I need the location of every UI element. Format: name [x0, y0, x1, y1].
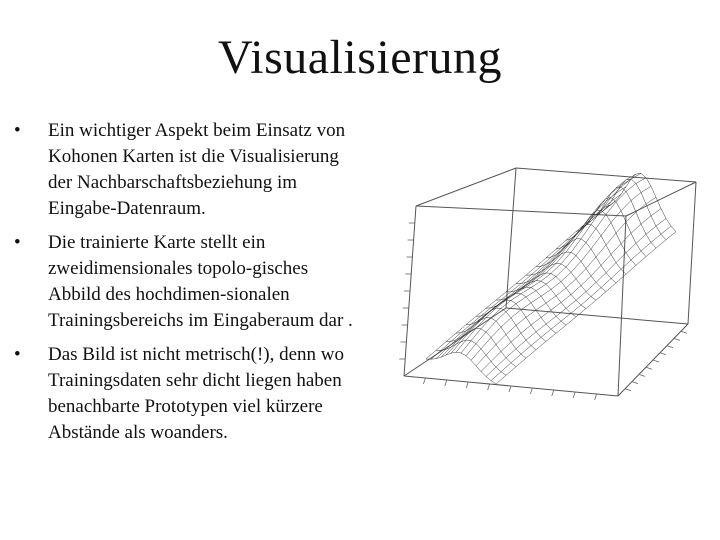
axis-tick [530, 388, 532, 394]
axis-tick [423, 378, 425, 384]
axis-tick [681, 331, 687, 333]
box-edge [506, 308, 688, 324]
plot-box [404, 168, 696, 396]
bullet-item [14, 118, 354, 222]
box-edge [516, 168, 696, 182]
bullet-marker: • [14, 344, 21, 365]
box-edge [506, 168, 516, 308]
bullet-item [14, 342, 354, 446]
mesh-line [496, 232, 676, 384]
axis-tick [632, 382, 638, 384]
axis-tick [639, 374, 645, 376]
axis-tick [488, 384, 490, 390]
axis-tick [625, 389, 631, 391]
axis-tick [509, 386, 511, 392]
mesh-line [456, 174, 636, 352]
mesh-line [596, 179, 666, 240]
slide-title: Visualisierung [217, 31, 503, 84]
surface-mesh [426, 173, 676, 384]
kohonen-map-3d-figure [366, 148, 720, 468]
bullet-text: Das Bild ist nicht metrisch(!), denn wo Trainingsdaten sehr dicht liegen haben benachbarte Prototypen viel kürzere Abstände als woanders. [48, 344, 345, 443]
mesh-line [486, 219, 666, 377]
bullet-text: Die trainierte Karte stellt ein zweidimensionales topolo-gisches Abbild des hochdimen-sionalen Trainingsbereichs im Eingaberaum dar . [48, 232, 353, 331]
axis-tick [595, 394, 597, 400]
box-edge [688, 182, 696, 324]
mesh-line [586, 187, 656, 248]
surface-plot-svg [366, 148, 720, 468]
axis-tick [667, 346, 673, 348]
bullet-list [14, 118, 354, 454]
bullet-marker: • [14, 232, 21, 253]
axis-tick [646, 367, 652, 369]
axis-tick [653, 360, 659, 362]
axis-tick [660, 353, 666, 355]
axis-tick [573, 392, 575, 398]
axis-tick [466, 382, 468, 388]
axis-tick [552, 390, 554, 396]
box-edge [618, 216, 626, 396]
box-edge [416, 168, 516, 206]
box-edge [626, 182, 696, 216]
bullet-item [14, 230, 354, 334]
bullet-text: Ein wichtiger Aspekt beim Einsatz von Kohonen Karten ist die Visualisierung der Nachbarschaftsbeziehung im Eingabe-Datenraum. [48, 120, 346, 219]
mesh-line [471, 186, 651, 360]
axis-tick [674, 338, 680, 340]
bullet-marker: • [14, 120, 21, 141]
mesh-line [576, 198, 646, 257]
axis-tick [445, 380, 447, 386]
mesh-line [476, 197, 656, 366]
